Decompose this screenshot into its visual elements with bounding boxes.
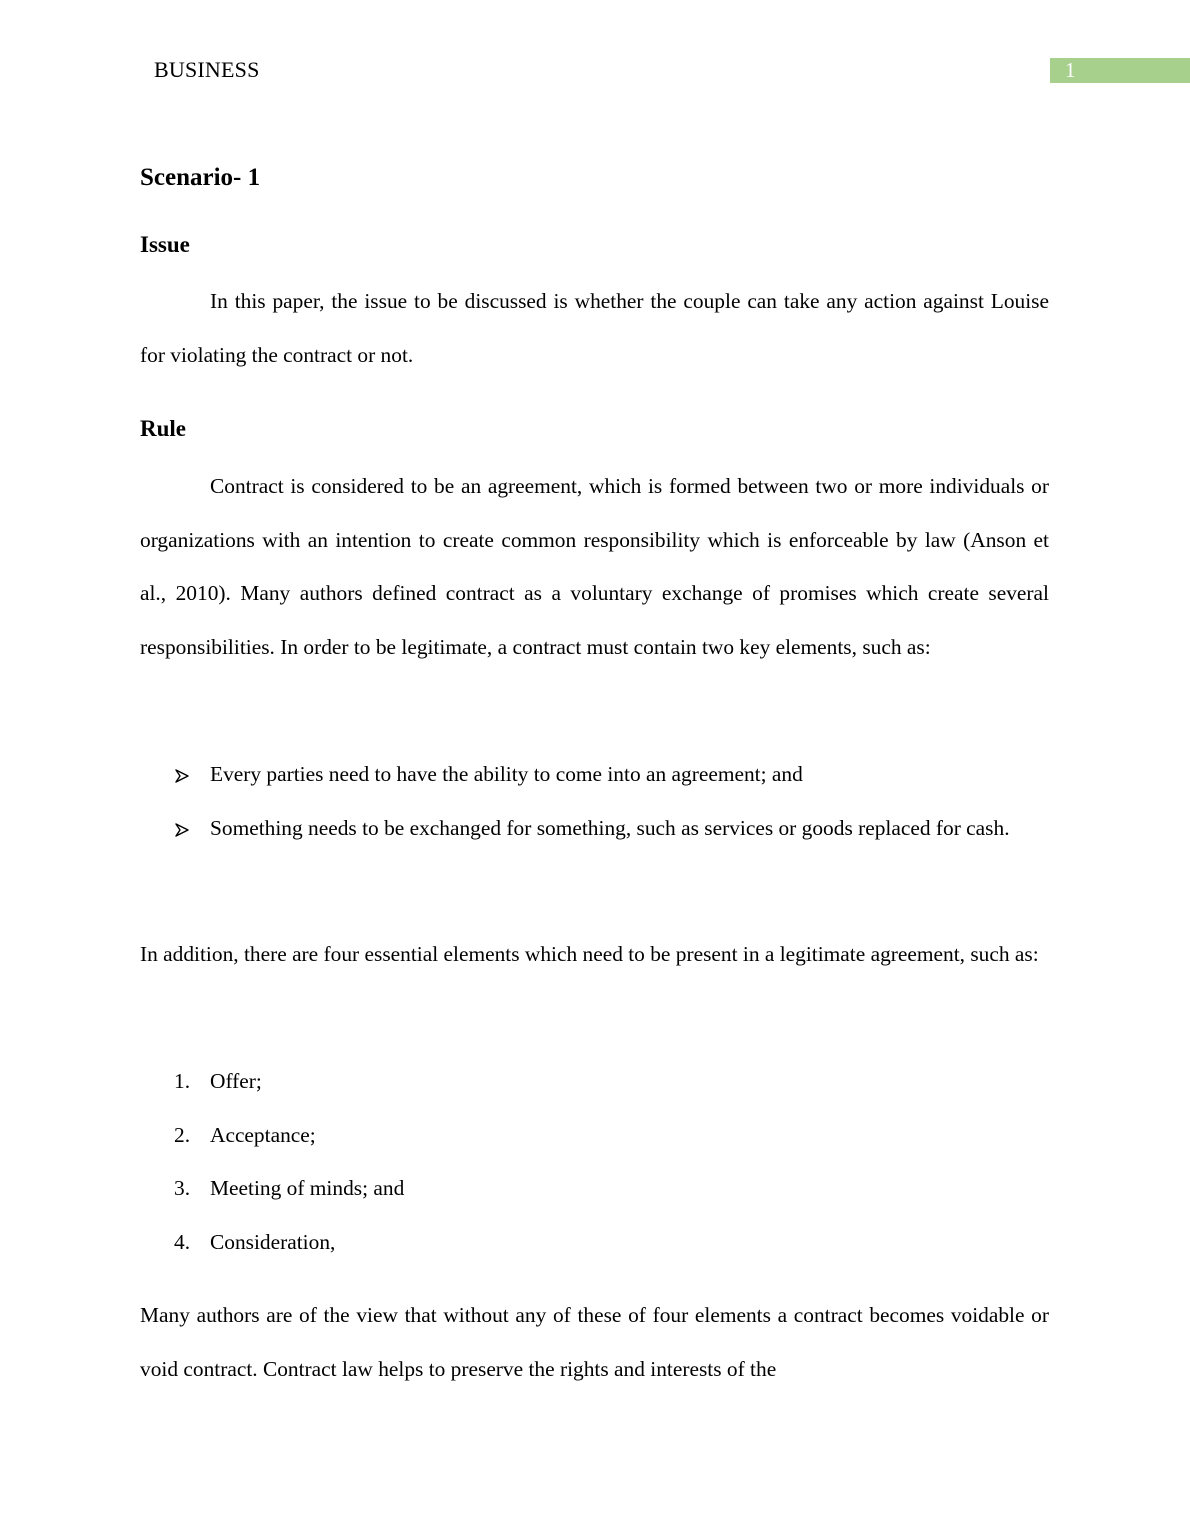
- page-number: 1: [1065, 58, 1076, 82]
- list-number: 4.: [174, 1230, 191, 1255]
- list-item: [140, 1216, 1049, 1270]
- closing-paragraph: Many authors are of the view that without any of these of four elements a contract becomes voidable or void contract. Contract law helps to preserve the rights and interests of the: [140, 1303, 1049, 1381]
- list-item: [140, 1162, 1049, 1216]
- rule-heading: Rule: [140, 416, 186, 441]
- key-elements-bullet-list: [140, 748, 1049, 855]
- arrow-bullet-icon: [174, 802, 190, 856]
- list-text: Offer;: [210, 1069, 262, 1093]
- essential-elements-numbered-list: [140, 1055, 1049, 1270]
- document-title: Scenario- 1: [140, 164, 261, 191]
- arrow-bullet-icon: [174, 748, 190, 802]
- issue-heading: Issue: [140, 232, 190, 257]
- list-text: Acceptance;: [210, 1122, 316, 1147]
- additional-paragraph: In addition, there are four essential elements which need to be present in a legitimate agreement, such as:: [140, 942, 1039, 966]
- running-header-title: BUSINESS: [154, 57, 260, 82]
- list-item: [140, 1109, 1049, 1163]
- list-number: 2.: [174, 1122, 191, 1147]
- list-text: Consideration,: [210, 1230, 336, 1255]
- rule-paragraph: Contract is considered to be an agreement, which is formed between two or more individuals or organizations with an intention to create common responsibility which is enforceable by law (Anson et al., 2010). Many authors defined contract as a voluntary exchange of promises which create several responsibilities. In order to be legitimate, a contract must contain two key elements, such as:: [140, 474, 1049, 660]
- list-item: [140, 1055, 1049, 1109]
- issue-paragraph: In this paper, the issue to be discussed is whether the couple can take any action against Louise for violating the contract or not.: [140, 289, 1049, 367]
- page-number-bar: [1050, 58, 1190, 83]
- bullet-text: Something needs to be exchanged for something, such as services or goods replaced for cash.: [210, 815, 1010, 840]
- list-item: [140, 748, 1049, 802]
- list-number: 3.: [174, 1176, 191, 1201]
- list-item: [140, 802, 1049, 856]
- list-number: 1.: [174, 1069, 191, 1093]
- list-text: Meeting of minds; and: [210, 1176, 405, 1201]
- bullet-text: Every parties need to have the ability to come into an agreement; and: [210, 762, 803, 786]
